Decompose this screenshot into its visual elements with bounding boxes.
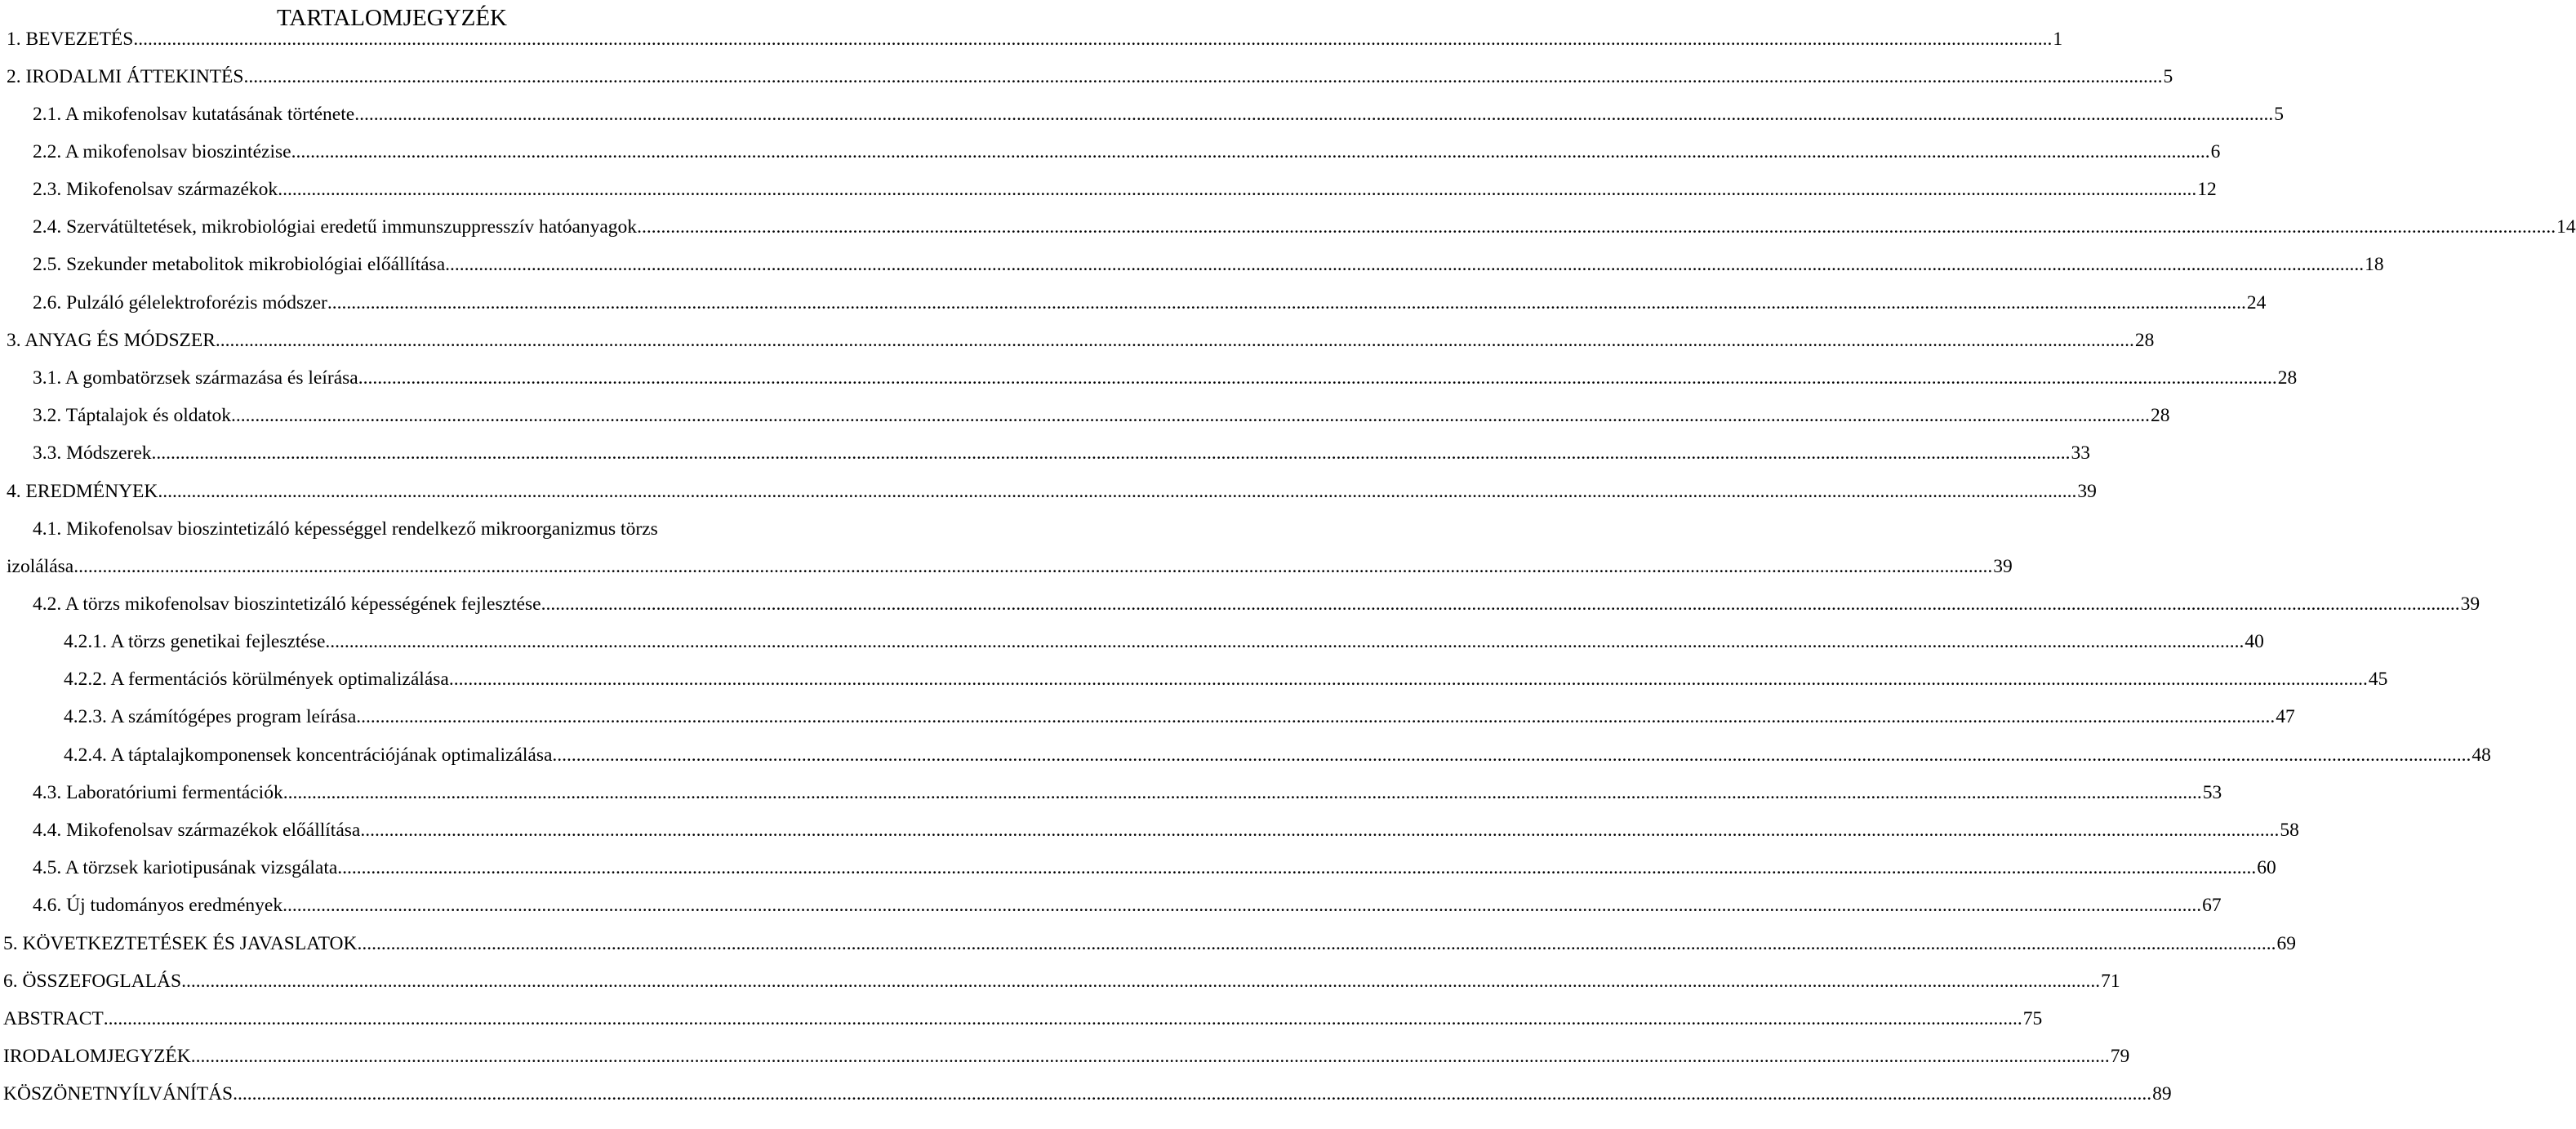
toc-entry-label: 4.5. A törzsek kariotipusának vizsgálata <box>33 857 338 878</box>
toc-page-number: 33 <box>2071 442 2091 464</box>
toc-entry[interactable] <box>0 629 2264 655</box>
toc-entry-label: 4.6. Új tudományos eredmények <box>33 895 283 916</box>
toc-dot-leader: ................................................................................................................................................................................................................................................................................................................................................................................................................ <box>448 669 2368 690</box>
toc-entry[interactable] <box>0 290 2267 316</box>
toc-entry[interactable] <box>0 817 2299 843</box>
toc-dot-leader: ................................................................................................................................................................................................................................................................................................................................................................................................................ <box>133 29 2053 50</box>
toc-entry[interactable] <box>0 440 2091 466</box>
toc-dot-leader: ................................................................................................................................................................................................................................................................................................................................................................................................................ <box>190 1046 2110 1067</box>
toc-dot-leader: ................................................................................................................................................................................................................................................................................................................................................................................................................ <box>73 556 1993 577</box>
toc-entry[interactable] <box>0 704 2295 730</box>
toc-dot-leader: ................................................................................................................................................................................................................................................................................................................................................................................................................ <box>233 1083 2152 1105</box>
toc-page-number: 39 <box>2460 593 2480 615</box>
toc-page-number: 14 <box>2556 216 2576 238</box>
toc-dot-leader: ................................................................................................................................................................................................................................................................................................................................................................................................................ <box>552 745 2471 766</box>
toc-page-number: 28 <box>2151 405 2170 426</box>
toc-dot-leader: ................................................................................................................................................................................................................................................................................................................................................................................................................ <box>291 141 2210 162</box>
toc-entry[interactable] <box>0 1043 2130 1069</box>
toc-entry-label: 2.6. Pulzáló gélelektroforézis módszer <box>33 292 327 313</box>
toc-page-number: 89 <box>2152 1083 2172 1105</box>
toc-entry[interactable] <box>0 101 2284 127</box>
toc-entry[interactable] <box>0 176 2217 202</box>
toc-dot-leader: ................................................................................................................................................................................................................................................................................................................................................................................................................ <box>181 971 2101 992</box>
toc-entry-label: 1. BEVEZETÉS <box>7 29 134 50</box>
toc-page-number: 12 <box>2197 179 2217 200</box>
toc-entry[interactable] <box>0 931 2296 957</box>
toc-entry-label: 4.2.3. A számítógépes program leírása <box>64 706 357 727</box>
toc-page-number: 24 <box>2246 292 2267 313</box>
toc-entry[interactable] <box>0 402 2170 429</box>
toc-page-number: 39 <box>2077 481 2097 502</box>
toc-entry-label: 2.2. A mikofenolsav bioszintézise <box>33 141 291 162</box>
toc-entry[interactable] <box>0 968 2120 994</box>
toc-entry-label: 3.3. Módszerek <box>33 442 152 464</box>
toc-dot-leader: ................................................................................................................................................................................................................................................................................................................................................................................................................ <box>325 631 2245 652</box>
toc-page-number: 79 <box>2110 1046 2130 1067</box>
toc-entry[interactable] <box>0 892 2222 918</box>
page-title: TARTALOMJEGYZÉK <box>277 5 507 31</box>
toc-entry-label: 2.1. A mikofenolsav kutatásának története <box>33 104 355 125</box>
toc-dot-leader: ................................................................................................................................................................................................................................................................................................................................................................................................................ <box>283 782 2202 803</box>
toc-page-number: 6 <box>2210 141 2221 162</box>
toc-dot-leader: ................................................................................................................................................................................................................................................................................................................................................................................................................ <box>215 330 2134 351</box>
toc-page-number: 67 <box>2202 895 2222 916</box>
toc-entry-label: 3.1. A gombatörzsek származása és leírása <box>33 367 358 389</box>
toc-page-number: 58 <box>2280 820 2299 841</box>
toc-dot-leader: ................................................................................................................................................................................................................................................................................................................................................................................................................ <box>337 857 2257 878</box>
toc-page-number: 45 <box>2368 669 2388 690</box>
toc-entry[interactable] <box>0 26 2063 52</box>
toc-entry-wrapped-line: 4.1. Mikofenolsav bioszintetizáló képességgel rendelkező mikroorganizmus törzs <box>33 518 658 540</box>
toc-entry-label: 3. ANYAG ÉS MÓDSZER <box>7 330 216 351</box>
toc-dot-leader: ................................................................................................................................................................................................................................................................................................................................................................................................................ <box>358 367 2277 389</box>
toc-dot-leader: ................................................................................................................................................................................................................................................................................................................................................................................................................ <box>278 179 2197 200</box>
toc-page-number: 47 <box>2276 706 2295 727</box>
toc-page-number: 1 <box>2053 29 2063 50</box>
toc-dot-leader: ................................................................................................................................................................................................................................................................................................................................................................................................................ <box>243 66 2163 87</box>
toc-dot-leader: ................................................................................................................................................................................................................................................................................................................................................................................................................ <box>445 254 2365 275</box>
toc-dot-leader: ................................................................................................................................................................................................................................................................................................................................................................................................................ <box>356 706 2276 727</box>
toc-entry-label: 2. IRODALMI ÁTTEKINTÉS <box>7 66 244 87</box>
toc-entry[interactable] <box>0 365 2298 391</box>
toc-page-number: 69 <box>2276 933 2296 954</box>
toc-entry[interactable] <box>0 553 2013 580</box>
toc-page-number: 18 <box>2365 254 2384 275</box>
toc-entry-label: izolálása <box>7 556 74 577</box>
toc-entry-label: 5. KÖVETKEZTETÉSEK ÉS JAVASLATOK <box>3 933 358 954</box>
toc-page-number: 48 <box>2471 745 2491 766</box>
toc-dot-leader: ................................................................................................................................................................................................................................................................................................................................................................................................................ <box>158 481 2077 502</box>
toc-entry-label: 4.2.1. A törzs genetikai fejlesztése <box>64 631 326 652</box>
toc-dot-leader: ................................................................................................................................................................................................................................................................................................................................................................................................................ <box>637 216 2556 238</box>
toc-dot-leader: ................................................................................................................................................................................................................................................................................................................................................................................................................ <box>103 1008 2022 1029</box>
toc-entry[interactable] <box>0 327 2155 353</box>
toc-entry[interactable] <box>0 1006 2043 1032</box>
toc-entry-label: 2.3. Mikofenolsav származékok <box>33 179 278 200</box>
toc-entry-label: 2.4. Szervátültetések, mikrobiológiai eredetű immunszuppresszív hatóanyagok <box>33 216 638 238</box>
toc-entry[interactable] <box>0 139 2221 165</box>
toc-dot-leader: ................................................................................................................................................................................................................................................................................................................................................................................................................ <box>283 895 2202 916</box>
toc-entry-label: KÖSZÖNETNYÍLVÁNÍTÁS <box>3 1083 234 1105</box>
toc-page-number: 53 <box>2202 782 2222 803</box>
toc-entry[interactable] <box>0 1081 2172 1107</box>
toc-entry-label: 6. ÖSSZEFOGLALÁS <box>3 971 182 992</box>
toc-page-number: 40 <box>2245 631 2264 652</box>
toc-page-number: 28 <box>2134 330 2155 351</box>
toc-entry[interactable] <box>0 855 2276 881</box>
toc-entry-label: IRODALOMJEGYZÉK <box>3 1046 191 1067</box>
toc-dot-leader: ................................................................................................................................................................................................................................................................................................................................................................................................................ <box>354 104 2274 125</box>
toc-dot-leader: ................................................................................................................................................................................................................................................................................................................................................................................................................ <box>360 820 2280 841</box>
toc-entry-label: 3.2. Táptalajok és oldatok <box>33 405 231 426</box>
toc-page-number: 71 <box>2101 971 2120 992</box>
toc-page-number: 5 <box>2163 66 2173 87</box>
toc-entry[interactable] <box>0 666 2388 692</box>
toc-entry[interactable] <box>0 780 2222 806</box>
toc-entry[interactable] <box>0 251 2384 278</box>
toc-entry[interactable] <box>0 214 2576 240</box>
toc-dot-leader: ................................................................................................................................................................................................................................................................................................................................................................................................................ <box>231 405 2150 426</box>
toc-entry[interactable] <box>0 478 2097 504</box>
toc-page-number: 39 <box>1993 556 2013 577</box>
toc-page-number: 75 <box>2022 1008 2043 1029</box>
toc-dot-leader: ................................................................................................................................................................................................................................................................................................................................................................................................................ <box>357 933 2276 954</box>
toc-dot-leader: ................................................................................................................................................................................................................................................................................................................................................................................................................ <box>151 442 2071 464</box>
toc-entry-label: 2.5. Szekunder metabolitok mikrobiológiai előállítása <box>33 254 446 275</box>
toc-dot-leader: ................................................................................................................................................................................................................................................................................................................................................................................................................ <box>327 292 2246 313</box>
toc-entry-label: 4.4. Mikofenolsav származékok előállítása <box>33 820 361 841</box>
toc-entry[interactable] <box>0 64 2173 90</box>
toc-page-number: 28 <box>2277 367 2298 389</box>
toc-entry-label: ABSTRACT <box>3 1008 104 1029</box>
toc-entry-label: 4.3. Laboratóriumi fermentációk <box>33 782 283 803</box>
toc-entry-label: 4.2.2. A fermentációs körülmények optimalizálása <box>64 669 449 690</box>
toc-entry[interactable] <box>0 591 2480 617</box>
toc-page-number: 5 <box>2274 104 2284 125</box>
toc-entry-label: 4.2. A törzs mikofenolsav bioszintetizáló képességének fejlesztése <box>33 593 541 615</box>
toc-entry-label: 4.2.4. A táptalajkomponensek koncentrációjának optimalizálása <box>64 745 553 766</box>
toc-entry[interactable] <box>0 742 2491 768</box>
toc-dot-leader: ................................................................................................................................................................................................................................................................................................................................................................................................................ <box>541 593 2460 615</box>
toc-entry-label: 4. EREDMÉNYEK <box>7 481 158 502</box>
toc-page-number: 60 <box>2257 857 2276 878</box>
